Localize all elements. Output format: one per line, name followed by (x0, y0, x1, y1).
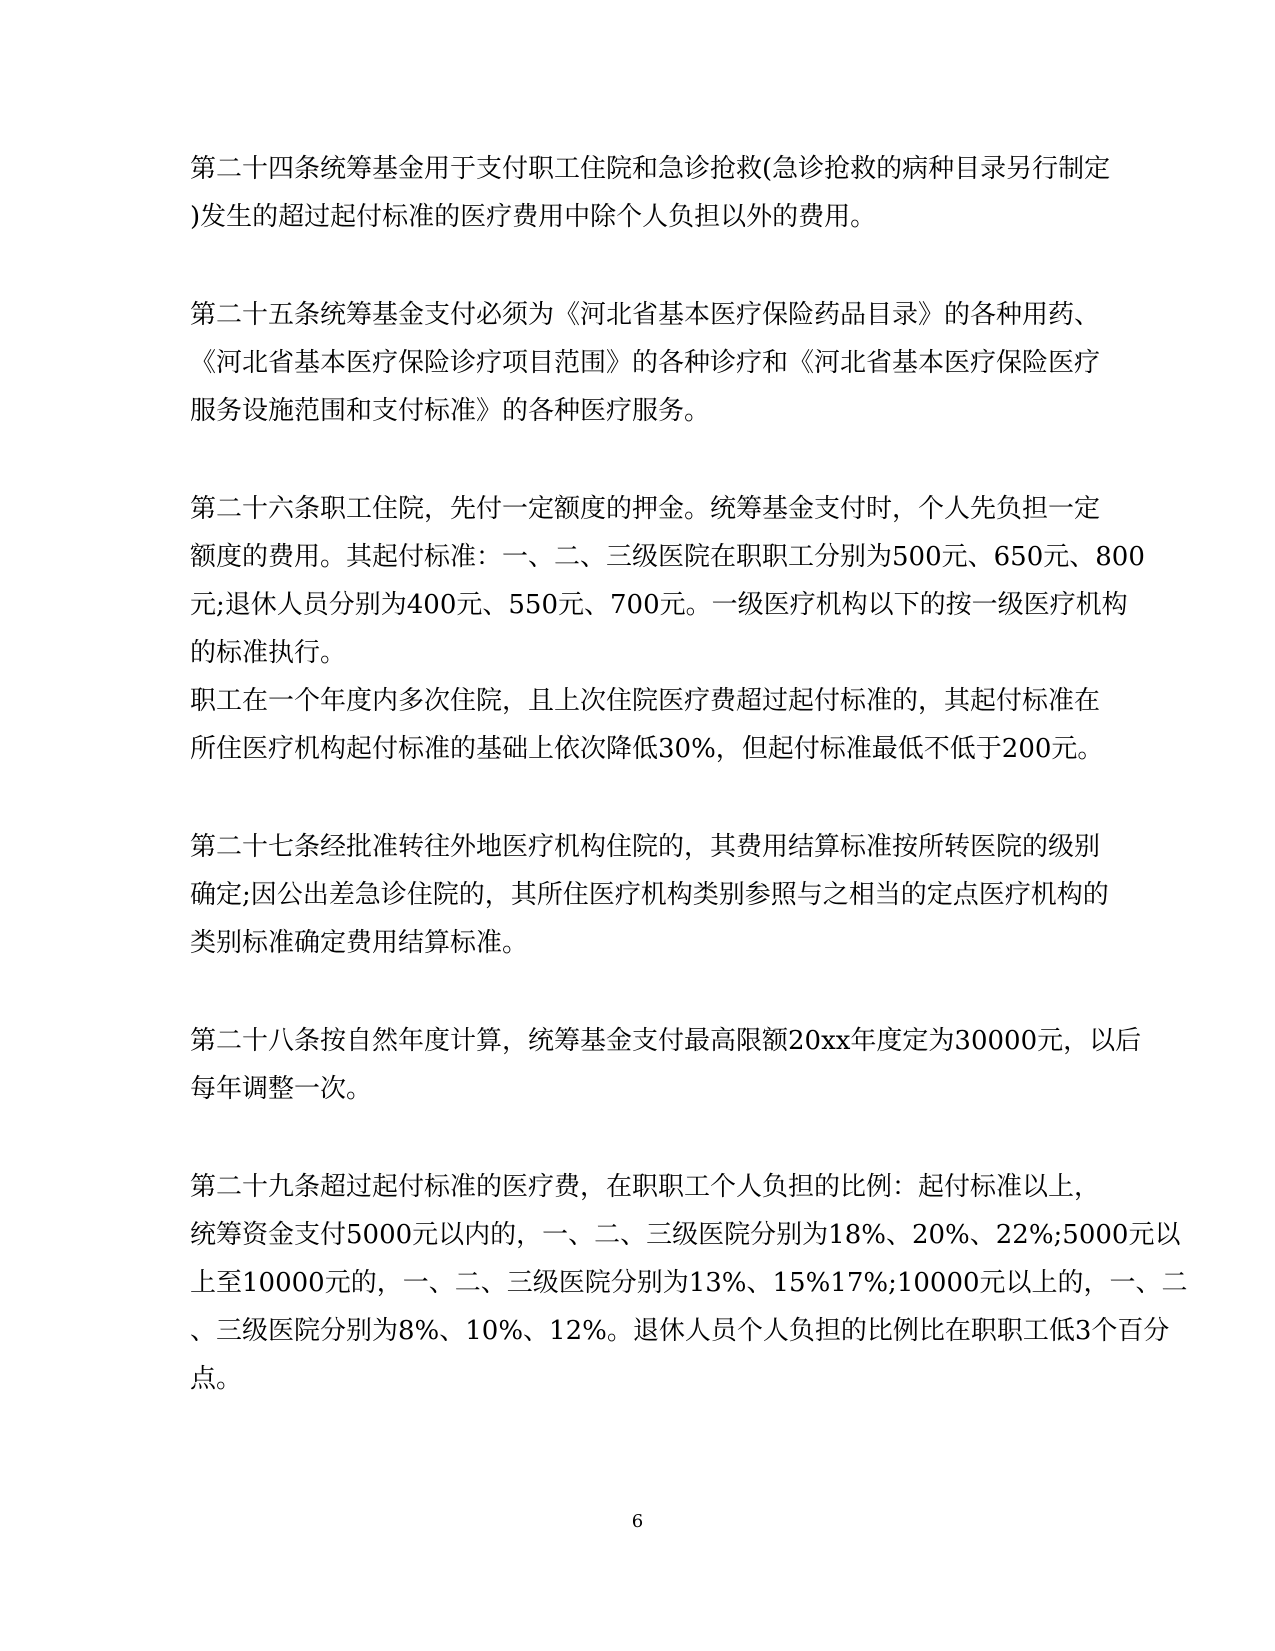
text-line: 统筹资金支付5000元以内的，一、二、三级医院分别为18%、20%、22%;5000元以 (190, 1220, 1181, 1250)
text-line: 服务设施范围和支付标准》的各种医疗服务。 (190, 396, 711, 426)
text-line: )发生的超过起付标准的医疗费用中除个人负担以外的费用。 (190, 202, 877, 232)
text-line: 类别标准确定费用结算标准。 (190, 928, 529, 958)
text-line: 确定;因公出差急诊住院的，其所住医疗机构类别参照与之相当的定点医疗机构的 (190, 880, 1109, 910)
text-line: 《河北省基本医疗保险诊疗项目范围》的各种诊疗和《河北省基本医疗保险医疗 (190, 348, 1101, 378)
text-line: 元;退休人员分别为400元、550元、700元。一级医疗机构以下的按一级医疗机构 (190, 590, 1128, 620)
text-line: 第二十九条超过起付标准的医疗费，在职职工个人负担的比例：起付标准以上， (190, 1172, 1101, 1202)
page-number: 6 (631, 1511, 644, 1532)
text-line: 职工在一个年度内多次住院，且上次住院医疗费超过起付标准的，其起付标准在 (190, 686, 1101, 716)
text-line: 点。 (190, 1364, 243, 1394)
text-line: 第二十六条职工住院，先付一定额度的押金。统筹基金支付时，个人先负担一定 (190, 494, 1101, 524)
text-line: 额度的费用。其起付标准：一、二、三级医院在职职工分别为500元、650元、800 (190, 542, 1145, 572)
text-line: 第二十八条按自然年度计算，统筹基金支付最高限额20xx年度定为30000元，以后 (190, 1026, 1142, 1056)
text-line: 第二十五条统筹基金支付必须为《河北省基本医疗保险药品目录》的各种用药、 (190, 300, 1101, 330)
text-line: 第二十四条统筹基金用于支付职工住院和急诊抢救(急诊抢救的病种目录另行制定 (190, 154, 1111, 184)
text-line: 每年调整一次。 (190, 1074, 373, 1104)
text-line: 第二十七条经批准转往外地医疗机构住院的，其费用结算标准按所转医院的级别 (190, 832, 1101, 862)
text-line: 的标准执行。 (190, 638, 347, 668)
text-line: 所住医疗机构起付标准的基础上依次降低30%，但起付标准最低不低于200元。 (190, 734, 1104, 764)
text-line: 、三级医院分别为8%、10%、12%。退休人员个人负担的比例比在职职工低3个百分 (190, 1316, 1170, 1346)
text-line: 上至10000元的，一、二、三级医院分别为13%、15%17%;10000元以上的，一、二 (190, 1268, 1188, 1298)
